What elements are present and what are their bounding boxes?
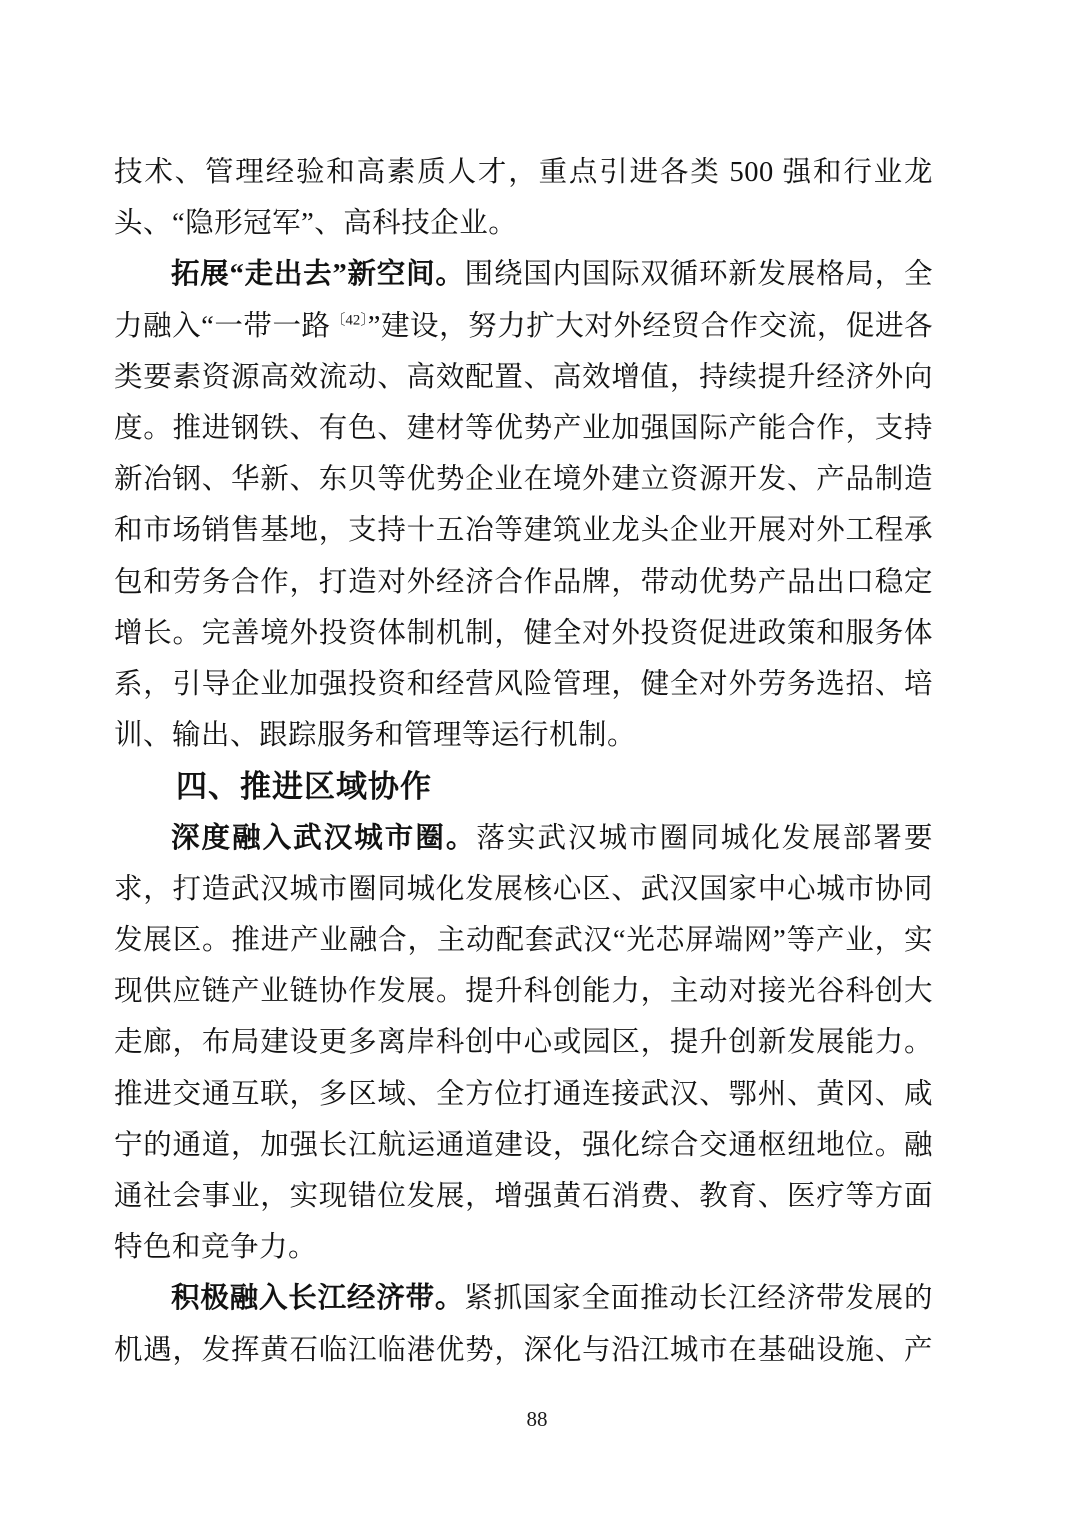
paragraph-text: ”建设，努力扩大对外经贸合作交流，促进各类要素资源高效流动、高效配置、高效增值，持续提升经济外向度。推进钢铁、有色、建材等优势产业加强国际产能合作，支持新冶钢、华新、东贝等优势企业在境外建立资源开发、产品制造和市场销售基地，支持十五冶等建筑业龙头企业开展对外工程承包和劳务合作，打造对外经济合作品牌，带动优势产品出口稳定增长。完善境外投资体制机制，健全对外投资促进政策和服务体系，引导企业加强投资和经营风险管理，健全对外劳务选招、培训、输出、跟踪服务和管理等运行机制。 [114, 310, 933, 752]
page-footer [0, 1407, 1074, 1432]
paragraph [114, 249, 933, 761]
paragraph-text: 围绕国内国际双循环新发展格局，全力融入“一带一路 [114, 259, 933, 342]
paragraph-lead: 深度融入武汉城市圈。 [171, 822, 477, 854]
paragraph [114, 147, 933, 249]
paragraph-text: 紧抓国家全面推动长江经济带发展的机遇，发挥黄石临江临港优势，深化与沿江城市在基础设施、产 [114, 1283, 933, 1366]
page-number: 88 [526, 1407, 548, 1431]
paragraph-text: 技术、管理经验和高素质人才，重点引进各类 500 强和行业龙头、“隐形冠军”、高科技企业。 [114, 157, 933, 240]
page-content [114, 147, 933, 1376]
paragraph [114, 813, 933, 1274]
paragraph-text: 落实武汉城市圈同城化发展部署要求，打造武汉城市圈同城化发展核心区、武汉国家中心城市协同发展区。推进产业融合，主动配套武汉“光芯屏端网”等产业，实现供应链产业链协作发展。提升科创能力，主动对接光谷科创大走廊，布局建设更多离岸科创中心或园区，提升创新发展能力。推进交通互联，多区域、全方位打通连接武汉、鄂州、黄冈、咸宁的通道，加强长江航运通道建设，强化综合交通枢纽地位。融通社会事业，实现错位发展，增强黄石消费、教育、医疗等方面特色和竞争力。 [114, 822, 933, 1264]
paragraph-lead: 积极融入长江经济带。 [171, 1283, 465, 1315]
paragraph [114, 1273, 933, 1375]
paragraph-lead: 拓展“走出去”新空间。 [171, 259, 465, 291]
section-heading: 四、推进区域协作 [176, 769, 432, 805]
footnote-reference: 〔42〕 [330, 312, 368, 329]
